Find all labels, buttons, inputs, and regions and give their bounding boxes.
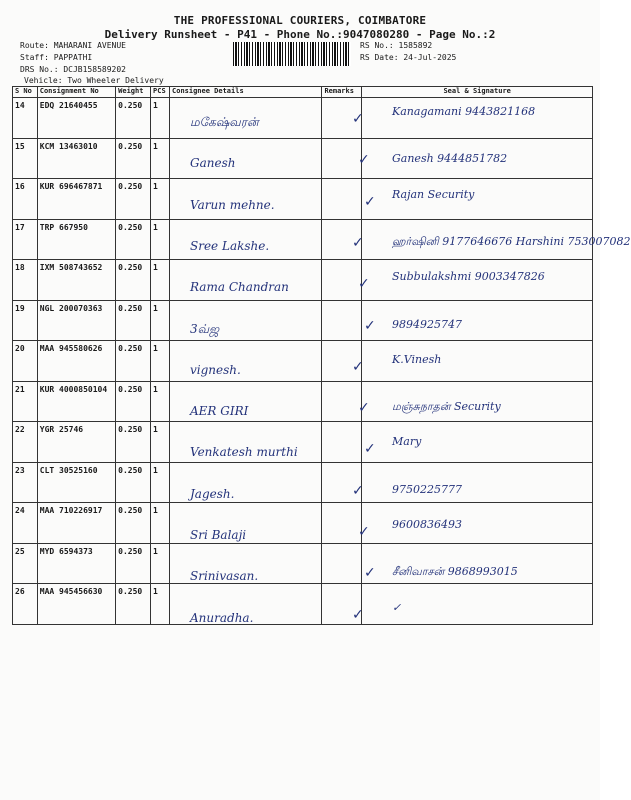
runsheet-table — [12, 86, 593, 625]
pcs-value-text: 1 — [153, 546, 158, 556]
handwritten-signature: Subbulakshmi 9003347826 — [392, 270, 545, 284]
serial-number-text: 21 — [15, 384, 25, 394]
staff-label: Staff: PAPPATHI — [20, 53, 93, 62]
pcs-value — [151, 341, 170, 382]
consignment-number — [37, 543, 115, 584]
pcs-value-text: 1 — [153, 384, 158, 394]
pcs-value — [151, 543, 170, 584]
weight-value-text: 0.250 — [118, 546, 143, 556]
pcs-value — [151, 300, 170, 341]
serial-number — [13, 543, 38, 584]
remarks-tick-icon: ✓ — [352, 606, 364, 623]
serial-number-text: 16 — [15, 182, 25, 191]
remarks-cell — [322, 260, 362, 301]
handwritten-consignee: vignesh. — [190, 362, 241, 377]
weight-value-text: 0.250 — [118, 263, 143, 272]
handwritten-consignee: Sri Balaji — [190, 528, 247, 542]
consignment-number — [37, 462, 115, 503]
remarks-tick-icon: ✓ — [364, 565, 376, 582]
weight-value-text: 0.250 — [118, 101, 143, 110]
vehicle-label: Vehicle: Two Wheeler Delivery — [24, 76, 164, 85]
handwritten-signature: Ganesh 9444851782 — [392, 152, 508, 166]
serial-number — [13, 260, 38, 301]
pcs-value-text: 1 — [153, 587, 158, 596]
pcs-value-text: 1 — [153, 141, 158, 151]
remarks-cell — [322, 422, 362, 463]
serial-number — [13, 98, 38, 139]
weight-value — [116, 98, 151, 139]
handwritten-signature: K.Vinesh — [392, 352, 442, 366]
serial-number-text: 15 — [15, 141, 25, 151]
consignment-number — [37, 503, 115, 544]
consignment-number — [37, 300, 115, 341]
serial-number-text: 17 — [15, 222, 25, 232]
weight-value — [116, 584, 151, 625]
consignment-number-text: KUR 696467871 — [39, 182, 103, 191]
pcs-value — [151, 503, 170, 544]
table-row — [13, 503, 593, 544]
serial-number — [13, 422, 38, 463]
remarks-cell — [322, 381, 362, 422]
serial-number — [13, 219, 38, 260]
weight-value-text: 0.250 — [118, 465, 143, 475]
weight-value-text: 0.250 — [118, 303, 143, 313]
weight-value-text: 0.250 — [118, 587, 143, 596]
handwritten-signature: 9750225777 — [392, 482, 462, 496]
col-header-signature: Seal & Signature — [362, 87, 593, 98]
col-header-pcs: PCS — [151, 87, 170, 98]
consignment-number-text: CLT 30525160 — [39, 465, 98, 475]
company-title: THE PROFESSIONAL COURIERS, COIMBATORE — [173, 14, 427, 27]
remarks-tick-icon: ✓ — [358, 276, 370, 293]
weight-value — [116, 219, 151, 260]
consignment-number-text: IXM 508743652 — [39, 263, 103, 272]
handwritten-signature: Kanagamani 9443821168 — [392, 105, 536, 118]
serial-number-text: 19 — [15, 303, 25, 313]
weight-value — [116, 179, 151, 220]
consignment-number — [37, 381, 115, 422]
remarks-cell — [322, 179, 362, 220]
pcs-value-text: 1 — [153, 101, 158, 110]
remarks-cell — [322, 138, 362, 179]
weight-value-text: 0.250 — [118, 182, 143, 191]
pcs-value — [151, 422, 170, 463]
remarks-cell — [322, 543, 362, 584]
handwritten-consignee: Varun mehne. — [190, 197, 275, 212]
pcs-value — [151, 179, 170, 220]
table-row — [13, 584, 593, 625]
runsheet-subtitle: Delivery Runsheet - P41 - Phone No.:9047080280 - Page No.:2 — [104, 28, 496, 41]
serial-number — [13, 462, 38, 503]
weight-value-text: 0.250 — [118, 141, 143, 151]
consignment-number — [37, 584, 115, 625]
weight-value — [116, 381, 151, 422]
col-header-weight: Weight — [116, 87, 151, 98]
pcs-value — [151, 381, 170, 422]
handwritten-signature: ✓ — [392, 600, 402, 614]
col-header-sno: S No — [13, 87, 38, 98]
consignment-number-text: MAA 945456630 — [39, 587, 103, 596]
weight-value-text: 0.250 — [118, 222, 143, 232]
handwritten-consignee: Anuradha. — [190, 610, 254, 625]
serial-number-text: 26 — [15, 587, 25, 596]
consignment-number — [37, 219, 115, 260]
handwritten-signature: 9600836493 — [392, 518, 462, 531]
handwritten-consignee: 3வ்ஜ — [190, 321, 220, 336]
remarks-tick-icon: ✓ — [364, 441, 376, 458]
handwritten-consignee: Ganesh — [190, 156, 236, 171]
pcs-value — [151, 462, 170, 503]
consignment-number-text: MAA 945580626 — [39, 344, 103, 353]
weight-value-text: 0.250 — [118, 344, 143, 353]
pcs-value — [151, 260, 170, 301]
consignment-number-text: MAA 710226917 — [39, 506, 103, 515]
pcs-value-text: 1 — [153, 344, 158, 353]
consignment-number-text: YGR 25746 — [39, 425, 84, 434]
weight-value — [116, 260, 151, 301]
consignment-number-text: MYD 6594373 — [39, 546, 93, 556]
remarks-tick-icon: ✓ — [352, 111, 364, 127]
consignment-number-text: KCM 13463010 — [39, 141, 98, 151]
rs-no-label: RS No.: 1585892 — [360, 41, 433, 50]
serial-number-text: 20 — [15, 344, 25, 353]
consignment-number — [37, 260, 115, 301]
serial-number-text: 18 — [15, 263, 25, 272]
consignment-number-text: TRP 667950 — [39, 222, 88, 232]
serial-number-text: 22 — [15, 425, 25, 434]
handwritten-signature: மஞ்சுநாதன் Security — [392, 400, 501, 414]
remarks-tick-icon: ✓ — [358, 400, 370, 417]
pcs-value-text: 1 — [153, 465, 158, 475]
table-row — [13, 422, 593, 463]
col-header-remarks: Remarks — [322, 87, 362, 98]
serial-number — [13, 584, 38, 625]
weight-value — [116, 341, 151, 382]
table-row — [13, 341, 593, 382]
remarks-cell — [322, 503, 362, 544]
remarks-tick-icon: ✓ — [358, 152, 370, 169]
pcs-value-text: 1 — [153, 303, 158, 313]
table-header-row — [13, 87, 593, 98]
consignment-number — [37, 138, 115, 179]
table-row — [13, 179, 593, 220]
handwritten-consignee: Rama Chandran — [190, 280, 289, 295]
serial-number-text: 14 — [15, 101, 25, 110]
handwritten-consignee: Venkatesh murthi — [190, 445, 298, 460]
serial-number-text: 23 — [15, 465, 25, 475]
handwritten-signature: Rajan Security — [392, 187, 475, 201]
col-header-consignment: Consignment No — [37, 87, 115, 98]
handwritten-signature: ஹர்ஷினி 9177646676 Harshini 753007082 — [392, 234, 631, 248]
consignment-number — [37, 98, 115, 139]
handwritten-consignee: Sree Lakshe. — [190, 238, 270, 253]
handwritten-signature: சீனிவாசன் 9868993015 — [392, 565, 518, 579]
drs-label: DRS No.: DCJB158589202 — [20, 65, 126, 74]
serial-number — [13, 341, 38, 382]
handwritten-consignee: AER GIRI — [190, 404, 249, 419]
pcs-value-text: 1 — [153, 182, 158, 191]
weight-value — [116, 422, 151, 463]
handwritten-signature: Mary — [392, 435, 422, 449]
col-header-consignee: Consignee Details — [170, 87, 322, 98]
handwritten-consignee: Srinivasan. — [190, 569, 259, 584]
pcs-value — [151, 98, 170, 139]
serial-number — [13, 300, 38, 341]
consignment-number-text: NGL 200070363 — [39, 303, 103, 313]
remarks-tick-icon: ✓ — [364, 193, 376, 210]
consignment-number-text: EDQ 21640455 — [39, 101, 98, 110]
remarks-tick-icon: ✓ — [358, 524, 370, 540]
table-row — [13, 300, 593, 341]
serial-number — [13, 138, 38, 179]
weight-value — [116, 462, 151, 503]
barcode-image — [233, 42, 351, 66]
table-row — [13, 462, 593, 503]
handwritten-consignee: மகேஷ்வரன் — [190, 115, 259, 129]
pcs-value — [151, 584, 170, 625]
weight-value — [116, 503, 151, 544]
weight-value — [116, 543, 151, 584]
pcs-value-text: 1 — [153, 425, 158, 434]
weight-value-text: 0.250 — [118, 384, 143, 394]
remarks-tick-icon: ✓ — [352, 482, 364, 499]
remarks-cell — [322, 300, 362, 341]
pcs-value — [151, 219, 170, 260]
serial-number — [13, 381, 38, 422]
remarks-tick-icon: ✓ — [352, 234, 364, 251]
serial-number — [13, 179, 38, 220]
pcs-value-text: 1 — [153, 506, 158, 515]
pcs-value — [151, 138, 170, 179]
handwritten-consignee: Jagesh. — [190, 486, 235, 501]
serial-number — [13, 503, 38, 544]
weight-value — [116, 300, 151, 341]
route-label: Route: MAHARANI AVENUE — [20, 41, 126, 50]
serial-number-text: 24 — [15, 506, 25, 515]
consignment-number-text: KUR 4000850104 — [39, 384, 108, 394]
table-row — [13, 381, 593, 422]
consignment-number — [37, 422, 115, 463]
weight-value-text: 0.250 — [118, 506, 143, 515]
remarks-tick-icon: ✓ — [364, 317, 376, 334]
remarks-tick-icon: ✓ — [352, 358, 364, 375]
pcs-value-text: 1 — [153, 222, 158, 232]
rs-date-label: RS Date: 24-Jul-2025 — [360, 53, 457, 62]
consignment-number — [37, 341, 115, 382]
weight-value — [116, 138, 151, 179]
weight-value-text: 0.250 — [118, 425, 143, 434]
handwritten-signature: 9894925747 — [392, 317, 462, 331]
serial-number-text: 25 — [15, 546, 25, 556]
consignment-number — [37, 179, 115, 220]
pcs-value-text: 1 — [153, 263, 158, 272]
